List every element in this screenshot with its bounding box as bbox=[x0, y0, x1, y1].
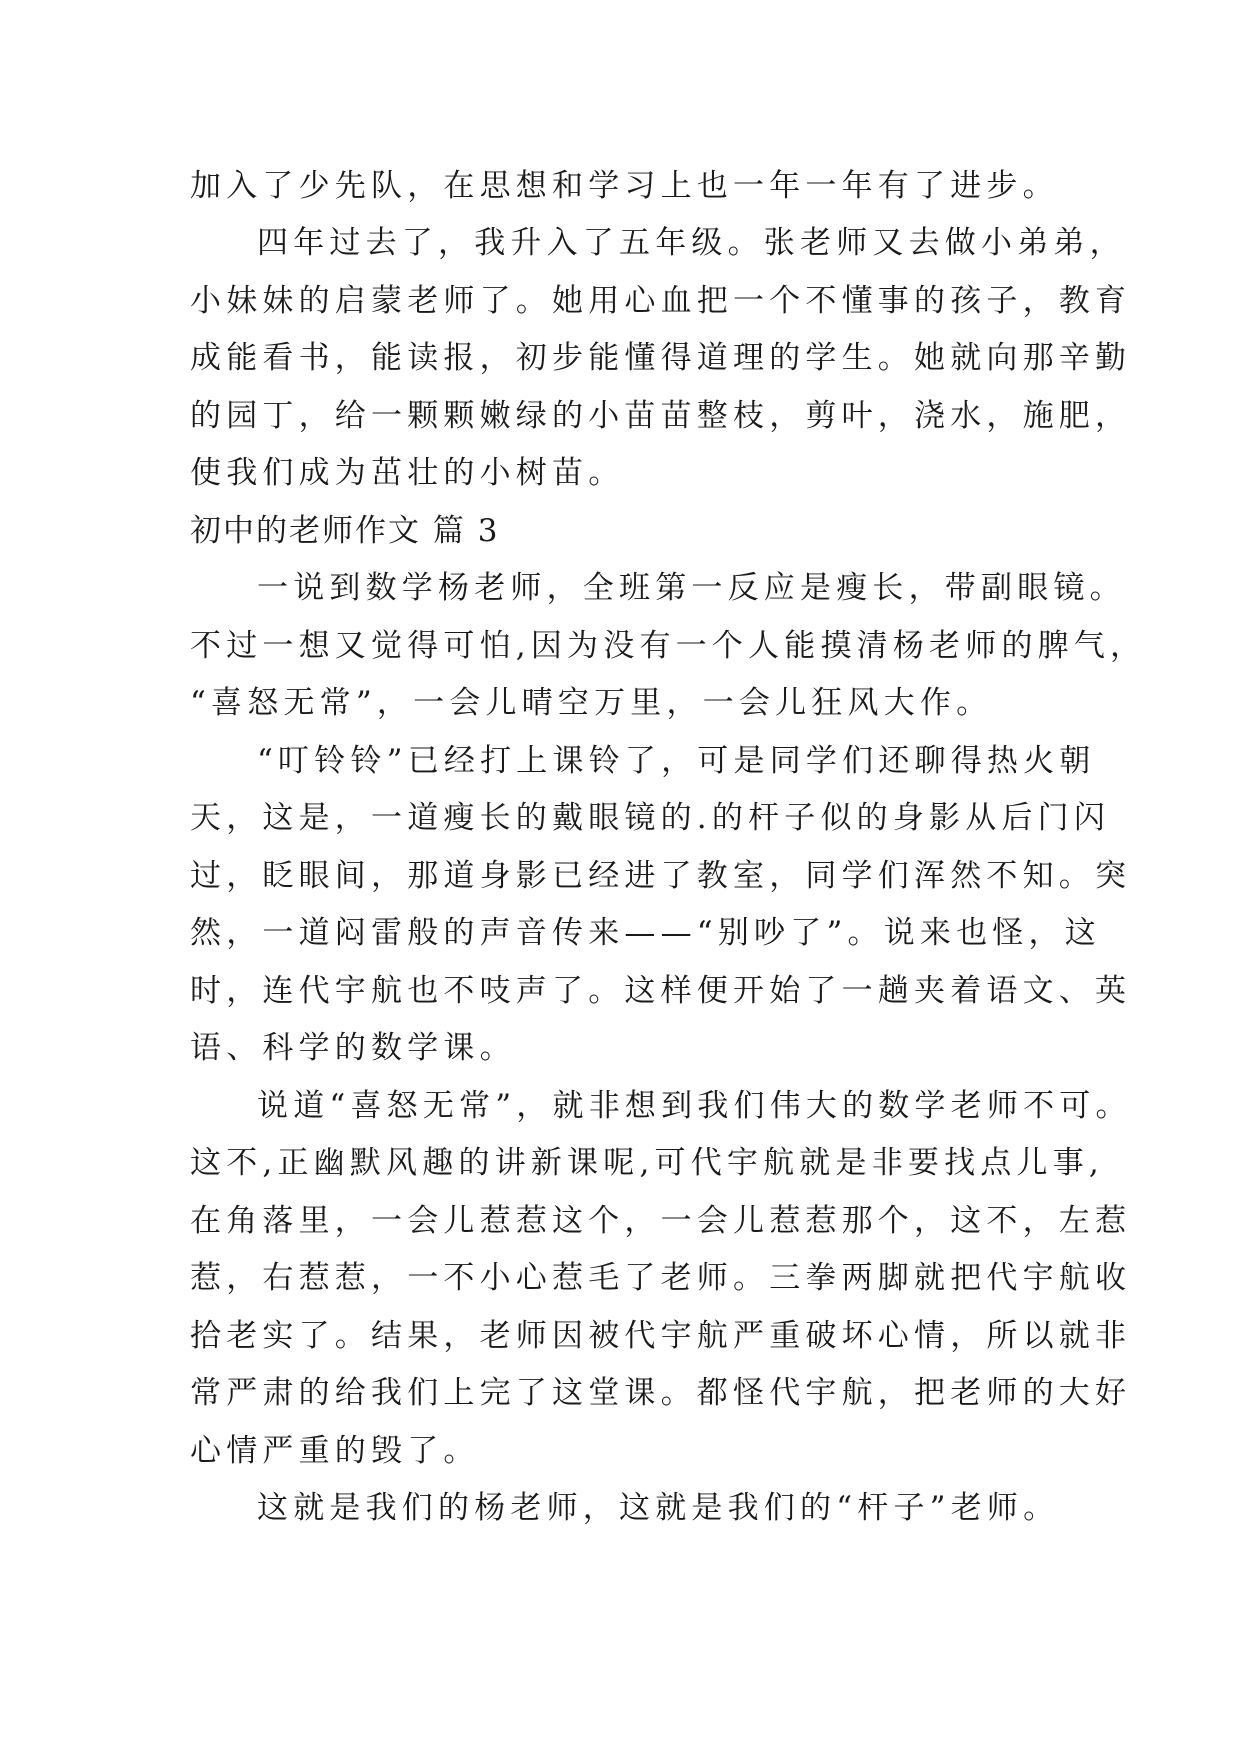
text-line-16: 语、科学的数学课。 bbox=[190, 1030, 516, 1066]
text-line-15: 时，连代宇航也不吱声了。这样便开始了一趟夹着语文、英 bbox=[190, 973, 1132, 1009]
text-line-18: 这不,正幽默风趣的讲新课呢,可代宇航就是非要找点儿事, bbox=[190, 1145, 1104, 1181]
paragraph-start: 四年过去了，我升入了五年级。张老师又去做小弟弟， bbox=[257, 225, 1126, 261]
text-line-19: 在角落里，一会儿惹惹这个，一会儿惹惹那个，这不，左惹 bbox=[190, 1203, 1132, 1239]
paragraph-start: 一说到数学杨老师，全班第一反应是瘦长，带副眼镜。 bbox=[257, 570, 1126, 606]
section-heading: 初中的老师作文 篇 3 bbox=[190, 513, 500, 549]
text-line-9: 不过一想又觉得可怕,因为没有一个人能摸清杨老师的脾气， bbox=[190, 628, 1147, 664]
text-line-5: 的园丁，给一颗颗嫩绿的小苗苗整枝，剪叶，浇水，施肥， bbox=[190, 398, 1132, 434]
text-line-6: 使我们成为茁壮的小树苗。 bbox=[190, 455, 625, 491]
text-line-10: “喜怒无常”，一会儿晴空万里，一会儿狂风大作。 bbox=[190, 685, 993, 721]
text-line-21: 拾老实了。结果，老师因被代宇航严重破坏心情，所以就非 bbox=[190, 1318, 1132, 1354]
paragraph-start: “叮铃铃”已经打上课铃了，可是同学们还聊得热火朝 bbox=[257, 743, 1096, 779]
text-line-13: 过，眨眼间，那道身影已经进了教室，同学们浑然不知。突 bbox=[190, 858, 1132, 894]
text-line-22: 常严肃的给我们上完了这堂课。都怪代宇航，把老师的大好 bbox=[190, 1375, 1132, 1411]
text-line-12: 天，这是，一道瘦长的戴眼镜的.的杆子似的身影从后门闪 bbox=[190, 800, 1111, 836]
paragraph-start: 说道“喜怒无常”，就非想到我们伟大的数学老师不可。 bbox=[257, 1088, 1132, 1124]
text-line-4: 成能看书，能读报，初步能懂得道理的学生。她就向那辛勤 bbox=[190, 340, 1132, 376]
text-line-14: 然，一道闷雷般的声音传来——“别吵了”。说来也怪，这 bbox=[190, 915, 1101, 951]
text-line-1: 加入了少先队，在思想和学习上也一年一年有了进步。 bbox=[190, 168, 1059, 204]
paragraph-start: 这就是我们的杨老师，这就是我们的“杆子”老师。 bbox=[257, 1490, 1060, 1526]
text-line-3: 小妹妹的启蒙老师了。她用心血把一个不懂事的孩子，教育 bbox=[190, 283, 1132, 319]
text-line-20: 惹，右惹惹，一不小心惹毛了老师。三拳两脚就把代宇航收 bbox=[190, 1260, 1132, 1296]
text-line-23: 心情严重的毁了。 bbox=[190, 1433, 480, 1469]
